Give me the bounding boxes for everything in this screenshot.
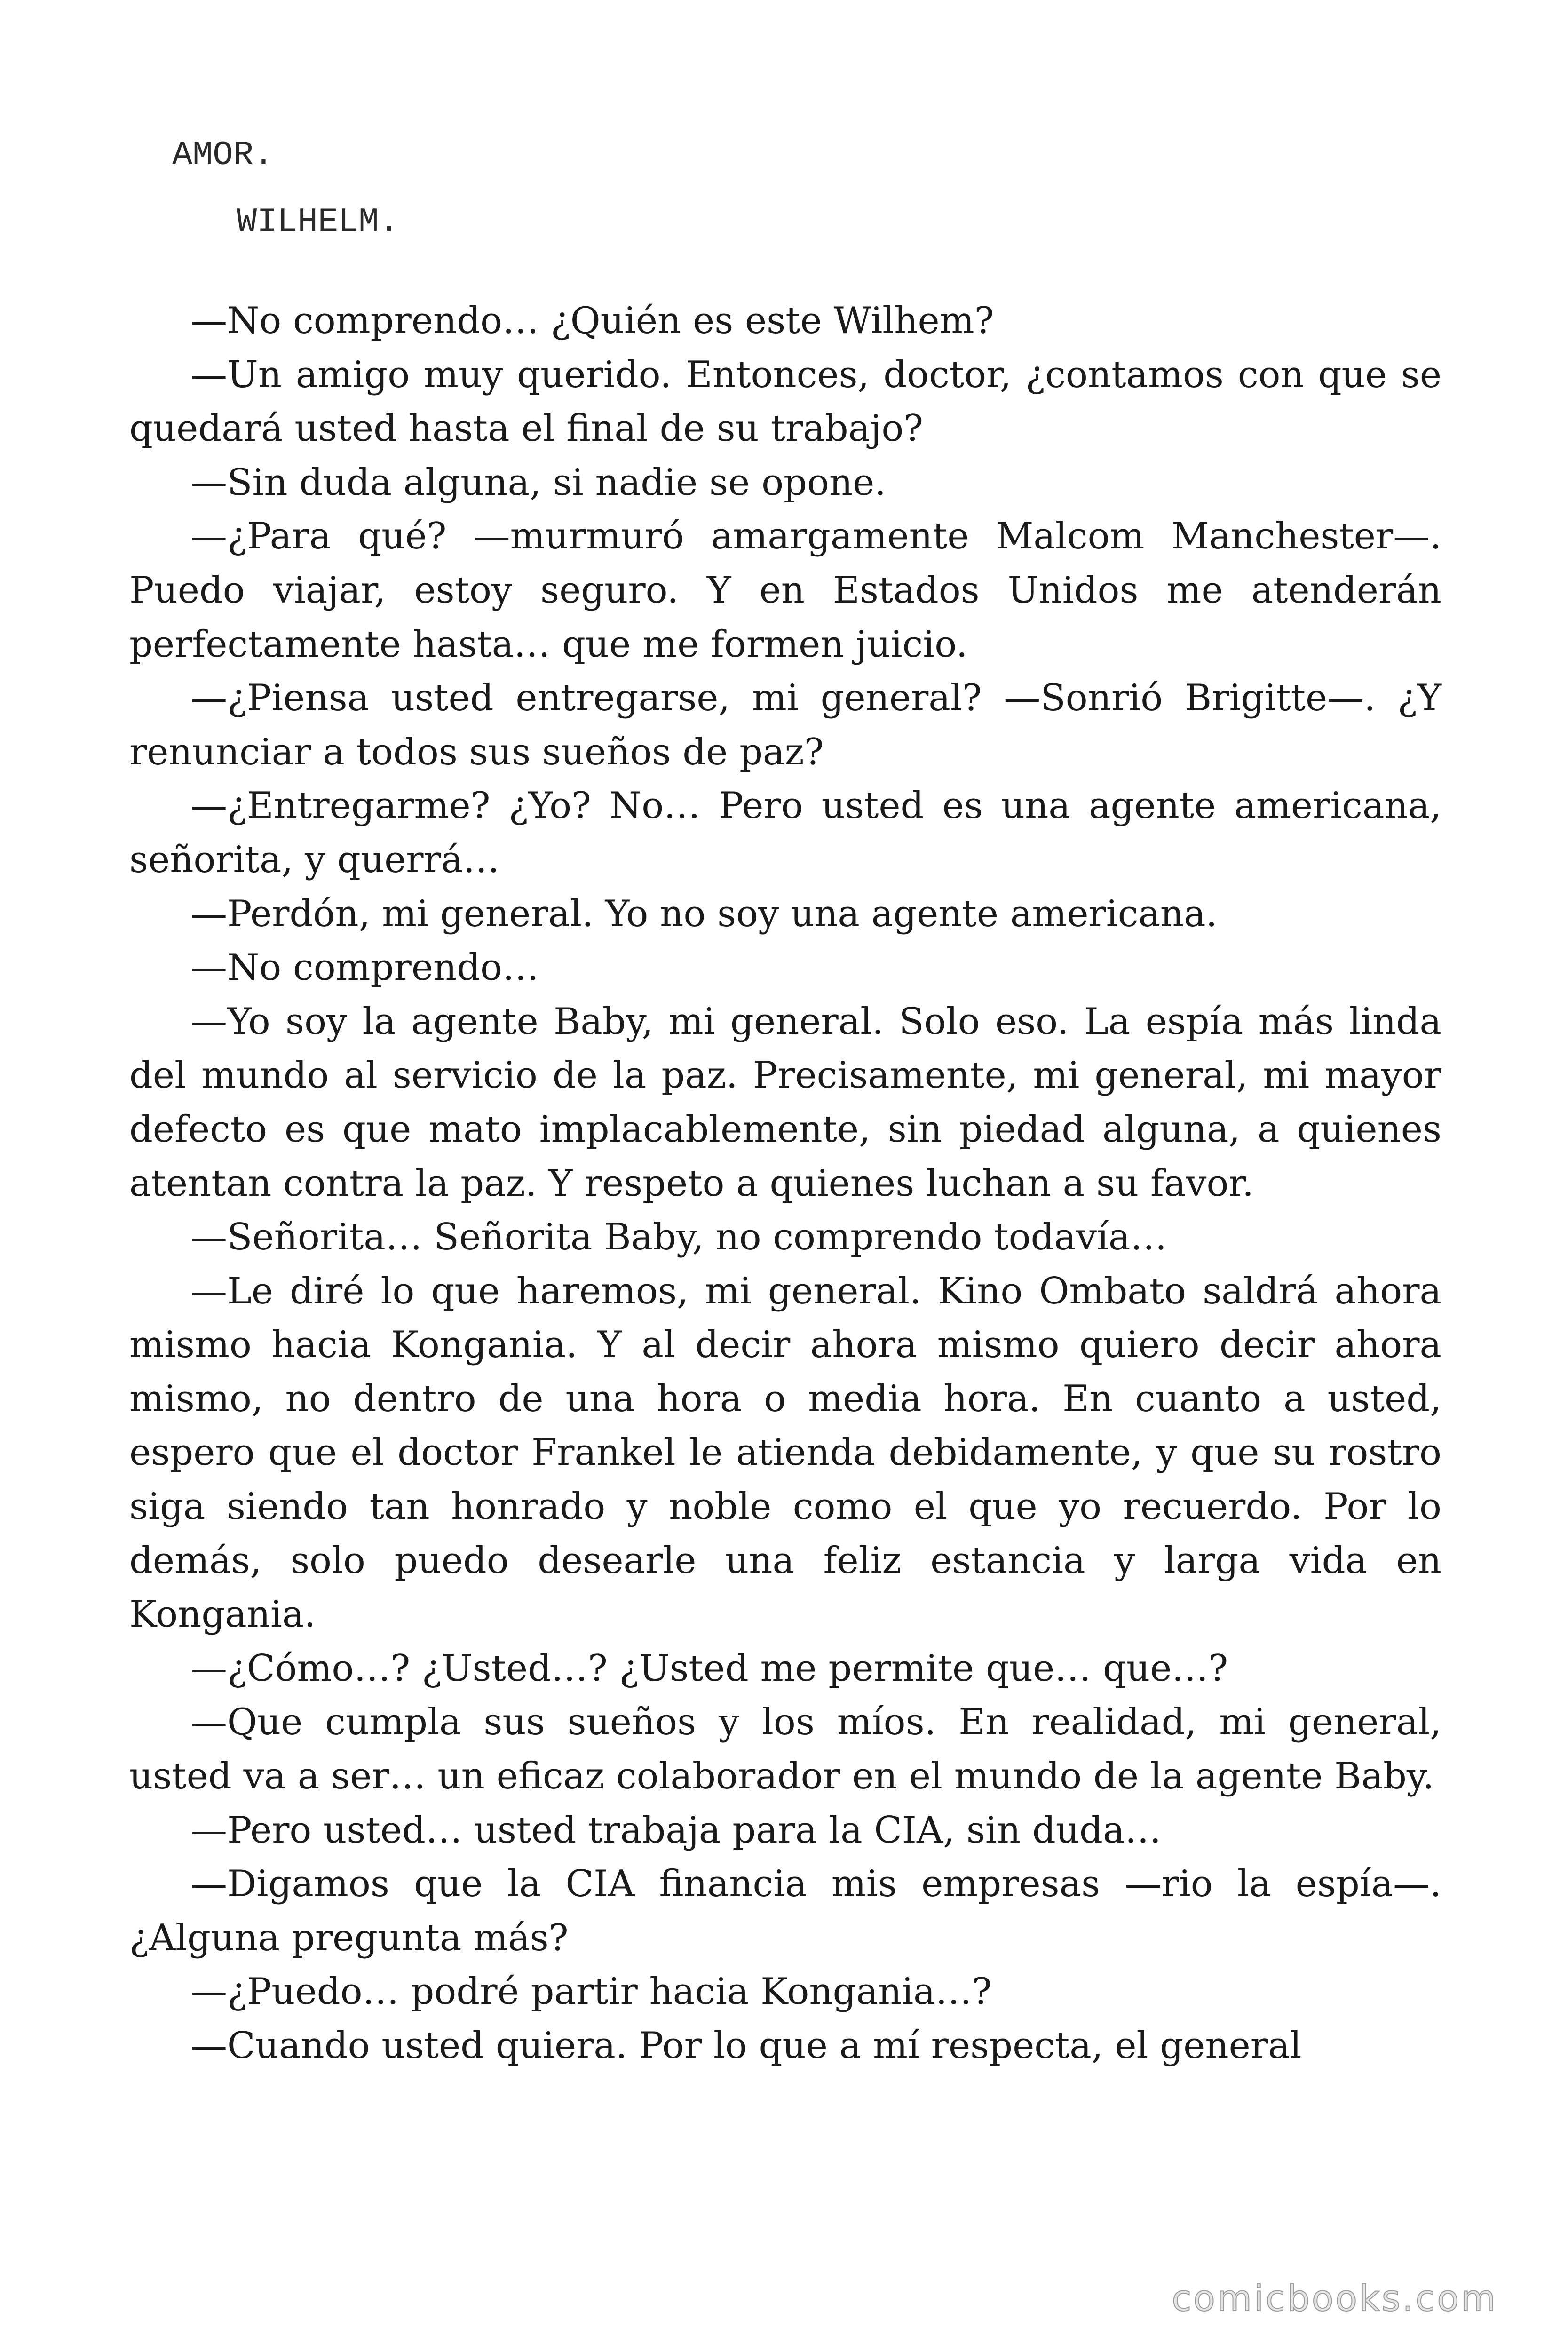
paragraph: —Pero usted… usted trabaja para la CIA, sin duda… xyxy=(190,1809,1162,1851)
paragraph: —Sin duda alguna, si nadie se opone. xyxy=(190,461,887,504)
paragraph: —No comprendo… xyxy=(190,946,539,989)
paragraph: —¿Para qué? —murmuró amargamente Malcom Manchester—. Puedo viajar, estoy seguro. Y en Estados Unidos me atenderán perfectamente hasta… que me formen juicio. xyxy=(129,515,1441,666)
paragraph: —Que cumpla sus sueños y los míos. En realidad, mi general, usted va a ser… un eficaz colaborador en el mundo de la agente Baby. xyxy=(129,1701,1441,1798)
paragraph: —Cuando usted quiera. Por lo que a mí respecta, el general xyxy=(190,2025,1302,2067)
body-text xyxy=(129,294,1441,2073)
paragraph: —Un amigo muy querido. Entonces, doctor, ¿contamos con que se quedará usted hasta el final de su trabajo? xyxy=(129,353,1441,450)
typed-line-amor: AMOR. xyxy=(172,136,274,175)
paragraph: —Perdón, mi general. Yo no soy una agente americana. xyxy=(190,892,1218,935)
paragraph: —Señorita… Señorita Baby, no comprendo todavía… xyxy=(190,1216,1167,1259)
paragraph: —¿Piensa usted entregarse, mi general? —Sonrió Brigitte—. ¿Y renunciar a todos sus sueños de paz? xyxy=(129,677,1441,773)
paragraph: —No comprendo… ¿Quién es este Wilhem? xyxy=(190,300,994,342)
paragraph: —¿Entregarme? ¿Yo? No… Pero usted es una agente americana, señorita, y querrá… xyxy=(129,785,1441,881)
paragraph: —¿Cómo…? ¿Usted…? ¿Usted me permite que… que…? xyxy=(190,1647,1228,1690)
watermark-text: comicbooks.com xyxy=(1172,2277,1497,2319)
paragraph: —¿Puedo… podré partir hacia Kongania…? xyxy=(190,1971,992,2013)
typed-line-wilhelm: WILHELM. xyxy=(237,203,399,241)
paragraph: —Digamos que la CIA financia mis empresas —rio la espía—. ¿Alguna pregunta más? xyxy=(129,1863,1441,1959)
paragraph: —Le diré lo que haremos, mi general. Kino Ombato saldrá ahora mismo hacia Kongania. Y al decir ahora mismo quiero decir ahora mismo, no dentro de una hora o media hora. En cuanto a usted, espero que el doctor Frankel le atienda debidamente, y que su rostro siga siendo tan honrado y noble como el que yo recuerdo. Por lo demás, solo puedo desearle una feliz estancia y larga vida en Kongania. xyxy=(129,1270,1441,1636)
paragraph: —Yo soy la agente Baby, mi general. Solo eso. La espía más linda del mundo al servicio de la paz. Precisamente, mi general, mi mayor defecto es que mato implacablemente, sin piedad alguna, a quienes atentan contra la paz. Y respeto a quienes luchan a su favor. xyxy=(129,1000,1441,1205)
